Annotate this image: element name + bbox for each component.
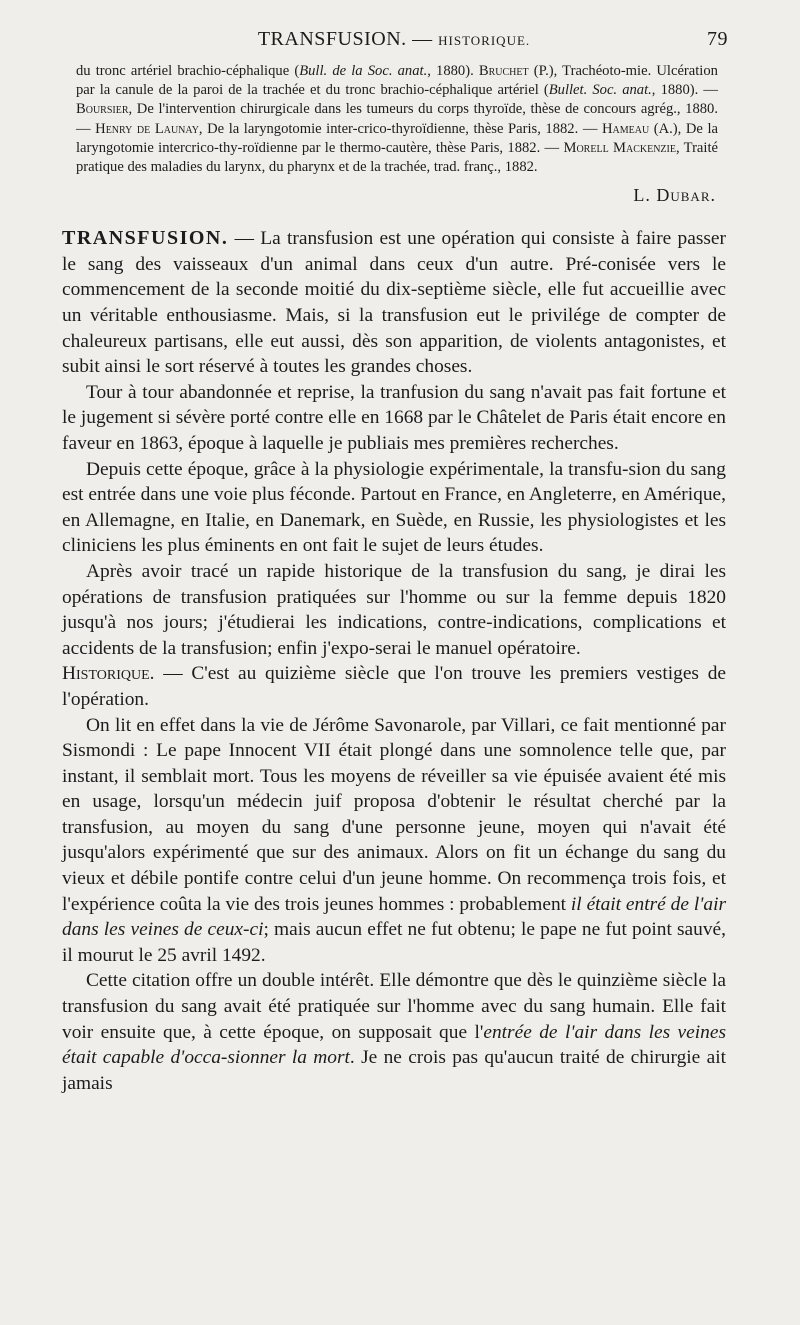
page bbox=[62, 28, 726, 1096]
page-number: 79 bbox=[707, 28, 728, 50]
paragraph bbox=[62, 713, 726, 969]
biblio-author: Hameau bbox=[601, 120, 650, 137]
author-signature: L. Dubar. bbox=[633, 185, 716, 206]
biblio-text: (P.), Trachéoto-mie. Ulcération par la canule de la paroi de la trachée et du tronc brachio-céphalique artériel ( bbox=[76, 63, 718, 99]
biblio-text: , 1880). bbox=[427, 63, 479, 79]
paragraph: Tour à tour abandonnée et reprise, la tranfusion du sang n'avait pas fait fortune et le jugement si sévère porté contre elle en 1668 par le Châtelet de Paris était encore en faveur en 1863, époque à laquelle je publiais mes premières recherches. bbox=[62, 381, 726, 454]
paragraph-text: On lit en effet dans la vie de Jérôme Savonarole, par Villari, ce fait mentionné par Sismondi : Le pape Innocent VII était plongé dans une somnolence telle que, par instant, il semblait mort. Tous les moyens de réveiller sa vie épuisée avaient été mis en usage, lorsqu'un médecin juif proposa d'obtenir le résultat cherché par la transfusion, au moyen du sang d'une personne jeune, moyen qui n'avait été jusqu'alors expérimenté que sur des animaux. Alors on fit un échange du sang du vieux et débile pontife contre celui d'un jeune homme. On recommença trois fois, et l'expérience coûta la vie des trois jeunes hommes : probablement bbox=[62, 714, 726, 915]
paragraph: Après avoir tracé un rapide historique de la transfusion du sang, je dirai les opérations de transfusion pratiquées sur l'homme ou sur la femme depuis 1820 jusqu'à nos jours; j'étudierai les indications, contre-indications, complications et accidents de la transfusion; enfin j'expo-serai le manuel opératoire. bbox=[62, 560, 726, 659]
biblio-text: , Traité pratique des maladies du larynx, du pharynx et de la trachée, trad. franç., 1882. bbox=[76, 139, 718, 176]
biblio-text: (A.), De la laryngotomie intercrico-thy-roïdienne par le thermo-cautère, thèse Paris, 1882. — bbox=[76, 120, 718, 156]
biblio-italic: Bull. de la Soc. anat. bbox=[299, 63, 428, 79]
bibliography-block bbox=[76, 62, 718, 177]
paragraph-text: ; mais aucun effet ne fut obtenu; le pape ne fut point sauvé, il mourut le 25 avril 1492. bbox=[62, 919, 727, 966]
biblio-text: , De l'intervention chirurgicale dans les tumeurs du corps thyroïde, thèse de concours agrég., 1880. — bbox=[76, 101, 718, 137]
paragraph-intro bbox=[62, 226, 726, 380]
header-title-sub: HISTORIQUE. bbox=[438, 33, 531, 48]
biblio-author: Henry de Launay bbox=[95, 120, 199, 137]
biblio-text: , De la laryngotomie inter-crico-thyroïdienne, thèse Paris, 1882. — bbox=[198, 120, 602, 137]
paragraph bbox=[62, 968, 726, 1096]
running-header bbox=[62, 28, 726, 56]
article-heading: TRANSFUSION. bbox=[62, 227, 229, 250]
paragraph: Depuis cette époque, grâce à la physiologie expérimentale, la transfu-sion du sang est entrée dans une voie plus féconde. Partout en France, en Angleterre, en Amérique, en Allemagne, en Italie, en Danemark, en Suède, en Russie, les physiologistes et les cliniciens les plus éminents en ont fait le sujet de leurs études. bbox=[62, 458, 726, 557]
biblio-author: Boursier bbox=[76, 101, 129, 118]
biblio-text: du tronc artériel brachio-céphalique ( bbox=[76, 63, 300, 79]
paragraph-italic: entrée de l'air dans les veines était capable d'occa-sionner la mort bbox=[62, 1021, 726, 1069]
paragraph-historique bbox=[62, 661, 726, 712]
header-title bbox=[258, 28, 530, 50]
paragraph-text: Cette citation offre un double intérêt. Elle démontre que dès le quinzième siècle la transfusion du sang avait été pratiquée sur l'homme avec du sang humain. Elle fait voir ensuite que, à cette époque, on supposait que l' bbox=[62, 970, 726, 1043]
article-body bbox=[62, 226, 726, 1096]
section-heading: Historique. bbox=[62, 663, 155, 685]
biblio-author: Bruchet bbox=[478, 63, 529, 79]
header-title-main: TRANSFUSION. — bbox=[257, 28, 439, 50]
paragraph-text: . Je ne crois pas qu'aucun traité de chirurgie ait jamais bbox=[62, 1047, 726, 1094]
biblio-author: Morell Mackenzie bbox=[563, 139, 676, 156]
biblio-text: , 1880). — bbox=[651, 82, 718, 99]
paragraph-italic: il était entré de l'air dans les veines de ceux-ci bbox=[62, 893, 727, 941]
biblio-italic: Bullet. Soc. anat. bbox=[548, 82, 652, 99]
paragraph-text: — C'est au quizième siècle que l'on trouve les premiers vestiges de l'opération. bbox=[62, 663, 726, 710]
paragraph-text: — La transfusion est une opération qui consiste à faire passer le sang des vaisseaux d'un animal dans ceux d'un autre. Pré-conisée vers le commencement de la seconde moitié du dix-septième siècle, elle fut accueillie avec un véritable enthousiasme. Mais, si la transfusion eut le privilége de compter de chaleureux partisans, elle eut aussi, dès son apparition, de violents antagonistes, et subit ainsi le sort réservé à toutes les grandes choses. bbox=[62, 228, 726, 378]
